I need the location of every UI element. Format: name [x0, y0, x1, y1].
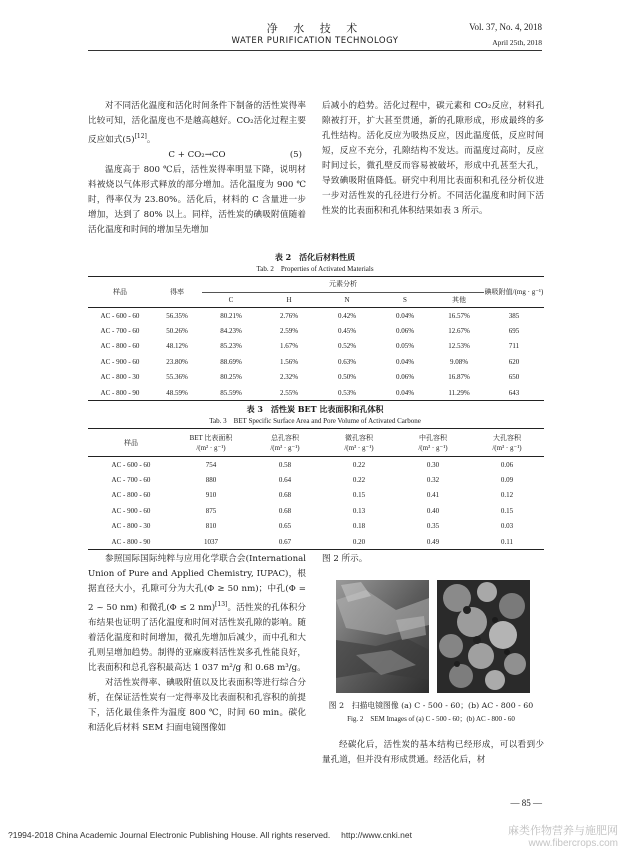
text: 。	[146, 134, 156, 145]
table2-caption-cn: 表 2 活化后材料性质	[274, 252, 356, 262]
sem-image-b	[437, 580, 530, 693]
text: 参照国际国际纯粹与应用化学联合会(International Union of Pure and Applied Chemistry, IUPAC)，根据直径大小，孔隙可分为大孔(Φ ≥ 50 nm)；中孔(Φ = 2 ~ 50 nm) 和微孔(Φ ≤ 2 nm)	[88, 554, 306, 613]
col-bet	[174, 429, 248, 457]
cell-iodine: 643	[484, 385, 544, 401]
cell-total: 0.67	[248, 534, 322, 550]
volume-info: Vol. 37, No. 4, 2018	[469, 22, 542, 32]
col-other: 其他	[434, 292, 484, 308]
header-line: /(m³ · g⁻¹)	[492, 443, 522, 452]
col-s: S	[376, 292, 434, 308]
cell-c: 88.69%	[220, 357, 242, 366]
cell-s: 0.06%	[395, 373, 415, 382]
col-macro-pore	[470, 429, 544, 457]
cell-bet: 1037	[174, 534, 248, 550]
table-row	[88, 308, 544, 324]
cell-total: 0.68	[278, 506, 292, 515]
paragraph: 经碳化后，活性炭的基本结构已经形成，可以看到少量孔道，但并没有形成贯通。经活化后，材	[322, 740, 544, 765]
cell-sample: AC - 800 - 30	[100, 373, 140, 382]
cell-sample: AC - 600 - 60	[111, 460, 151, 469]
cell-micro: 0.20	[322, 534, 396, 550]
cell-total: 0.68	[278, 491, 292, 500]
cell-bet: 875	[205, 506, 217, 515]
header-rule	[88, 50, 542, 51]
equation-text: C + CO₂→CO	[168, 149, 226, 160]
paragraph	[88, 552, 306, 676]
figure2-caption-cn: 图 2 扫描电镜图像 (a) C - 500 - 60；(b) AC - 800 - 60	[328, 701, 534, 710]
cell-iodine: 711	[508, 342, 520, 351]
table3	[88, 428, 544, 550]
table-row	[88, 323, 544, 339]
figure2-caption-en: Fig. 2 SEM Images of (a) C - 500 - 60；(b) AC - 800 - 60	[347, 715, 515, 723]
paragraph	[88, 99, 306, 148]
cell-micro: 0.13	[352, 506, 366, 515]
left-column-top	[88, 99, 306, 238]
table-header-row	[88, 277, 544, 293]
cell-macro: 0.12	[500, 491, 514, 500]
right-column-bottom	[322, 738, 544, 768]
cell-c: 84.23%	[220, 326, 242, 335]
paragraph: 温度高于 800 ℃后，活性炭得率明显下降，说明材料被烧以气体形式释放的部分增加。活化温度为 900 ℃时，得率仅为 23.80%。活化后，材料的 C 含量进一步增加，达到了 80% 以上。同样，活性炭的碘吸附值随着活化温度和时间的增加呈先增加	[88, 164, 306, 235]
header-line: 中孔容积	[419, 433, 447, 442]
cell-yield: 23.80%	[166, 357, 188, 366]
cell-n: 0.53%	[318, 385, 376, 401]
col-total-pore	[248, 429, 322, 457]
cell-c: 80.21%	[220, 311, 242, 320]
col-h: H	[260, 292, 318, 308]
cell-s: 0.05%	[395, 342, 415, 351]
cell-bet: 880	[205, 475, 217, 484]
cell-sample: AC - 800 - 60	[100, 342, 140, 351]
cell-total: 0.64	[278, 475, 292, 484]
cell-iodine: 385	[508, 311, 520, 320]
cell-macro: 0.03	[500, 522, 514, 531]
cell-c: 85.59%	[202, 385, 260, 401]
cell-sample: AC - 600 - 60	[100, 311, 140, 320]
table-row	[88, 339, 544, 355]
cell-other: 12.53%	[448, 342, 470, 351]
cell-meso: 0.49	[396, 534, 470, 550]
table-row	[88, 385, 544, 401]
header-line: 微孔容积	[345, 433, 373, 442]
cell-micro: 0.15	[352, 491, 366, 500]
table-row	[88, 457, 544, 473]
table-row	[88, 534, 544, 550]
cell-n: 0.52%	[337, 342, 357, 351]
cell-micro: 0.22	[352, 460, 366, 469]
text: 对不同活化温度和活化时间条件下制备的活性炭得率比较可知，活化温度也不是越高越好。CO₂活化过程主要反应如式(5)	[88, 101, 306, 145]
table2-caption-en: Tab. 2 Properties of Activated Materials	[256, 265, 374, 273]
cell-yield: 50.26%	[166, 326, 188, 335]
col-micro-pore	[322, 429, 396, 457]
cell-h: 2.59%	[279, 326, 299, 335]
cell-macro: 0.11	[470, 534, 544, 550]
cell-s: 0.04%	[395, 357, 415, 366]
equation-number: (5)	[289, 149, 302, 160]
cell-n: 0.42%	[337, 311, 357, 320]
sem-image-a	[336, 580, 429, 693]
col-sample: 样品	[88, 277, 152, 308]
cell-sample: AC - 900 - 60	[111, 506, 151, 515]
cell-yield: 48.59%	[152, 385, 202, 401]
col-yield: 得率	[152, 277, 202, 308]
table-row	[88, 354, 544, 370]
cell-meso: 0.41	[426, 491, 440, 500]
header-line: /(m² · g⁻¹)	[196, 443, 226, 452]
cell-sample: AC - 700 - 60	[100, 326, 140, 335]
header-line: /(m³ · g⁻¹)	[344, 443, 374, 452]
cell-yield: 55.36%	[166, 373, 188, 382]
right-column-bottom-intro	[322, 552, 544, 567]
cell-macro: 0.15	[500, 506, 514, 515]
cell-other: 12.67%	[448, 326, 470, 335]
cell-iodine: 620	[508, 357, 520, 366]
table-row	[88, 519, 544, 535]
cell-total: 0.65	[278, 522, 292, 531]
paragraph: 对活性炭得率、碘吸附值以及比表面积等进行综合分析，在保证活性炭有一定得率及比表面积和孔容积的前提下，活化最佳条件为温度 800 ℃，时间 60 min。碳化和活化后材料 SEM 扫面电镜图像如	[88, 677, 306, 733]
cell-sample: AC - 900 - 60	[100, 357, 140, 366]
col-meso-pore	[396, 429, 470, 457]
cell-sample: AC - 700 - 60	[111, 475, 151, 484]
cell-c: 80.25%	[220, 373, 242, 382]
cell-h: 1.56%	[279, 357, 299, 366]
cell-sample: AC - 800 - 90	[88, 385, 152, 401]
cell-total: 0.58	[278, 460, 292, 469]
header-line: /(m³ · g⁻¹)	[418, 443, 448, 452]
cell-h: 2.32%	[279, 373, 299, 382]
watermark-url: www.fibercrops.com	[528, 838, 618, 849]
col-c: C	[202, 292, 260, 308]
cell-h: 1.67%	[279, 342, 299, 351]
cell-yield: 48.12%	[166, 342, 188, 351]
sem-texture-b	[437, 580, 530, 693]
cell-bet: 910	[205, 491, 217, 500]
copyright-footer: ?1994-2018 China Academic Journal Electronic Publishing House. All rights reserved. http://www.cnki.net	[8, 830, 412, 840]
table-row	[88, 472, 544, 488]
table3-caption-cn: 表 3 活性炭 BET 比表面积和孔体积	[246, 404, 384, 414]
cell-n: 0.45%	[337, 326, 357, 335]
cell-other: 11.29%	[434, 385, 484, 401]
cell-n: 0.50%	[337, 373, 357, 382]
text: 。活性炭的孔体积分布结果也证明了活化温度和时间对活性炭孔隙的影响。随着活化温度和时间增加，微孔先增加后减少，而中孔和大孔则呈增加趋势。制得的亚麻废料活性炭多孔性能良好，比表面积和总孔容积最高达 1 037 m²/g 和 0.68 m³/g。	[88, 602, 306, 673]
table3-caption-en: Tab. 3 BET Specific Surface Area and Pore Volume of Activated Carbone	[209, 417, 421, 425]
left-column-bottom	[88, 552, 306, 736]
cell-other: 16.87%	[448, 373, 470, 382]
cell-sample: AC - 800 - 60	[111, 491, 151, 500]
cell-c: 85.23%	[220, 342, 242, 351]
paragraph: 图 2 所示。	[322, 554, 368, 564]
cell-n: 0.63%	[337, 357, 357, 366]
cell-meso: 0.35	[426, 522, 440, 531]
header-line: /(m³ · g⁻¹)	[270, 443, 300, 452]
col-elements: 元素分析	[202, 277, 484, 293]
col-sample: 样品	[88, 429, 174, 457]
cell-meso: 0.40	[426, 506, 440, 515]
table-row	[88, 488, 544, 504]
cell-micro: 0.18	[352, 522, 366, 531]
cell-bet: 810	[205, 522, 217, 531]
cell-macro: 0.06	[500, 460, 514, 469]
cell-iodine: 695	[508, 326, 520, 335]
right-column-top	[322, 99, 544, 219]
header-line: 大孔容积	[493, 433, 521, 442]
header-line: 总孔容积	[271, 433, 299, 442]
cell-s: 0.06%	[395, 326, 415, 335]
cell-yield: 56.35%	[166, 311, 188, 320]
journal-title-en: WATER PURIFICATION TECHNOLOGY	[231, 36, 399, 46]
cell-h: 2.76%	[279, 311, 299, 320]
citation: [13]	[215, 601, 228, 608]
cell-sample: AC - 800 - 90	[88, 534, 174, 550]
cell-other: 9.08%	[449, 357, 469, 366]
cell-s: 0.04%	[376, 385, 434, 401]
col-iodine: 碘吸附值/(mg · g⁻¹)	[484, 277, 544, 308]
equation-5	[88, 148, 306, 163]
cell-sample: AC - 800 - 30	[111, 522, 151, 531]
cell-micro: 0.22	[352, 475, 366, 484]
col-n: N	[318, 292, 376, 308]
table-header-row	[88, 429, 544, 457]
cell-other: 16.57%	[448, 311, 470, 320]
journal-title-cn: 净 水 技 术	[266, 22, 364, 35]
issue-date: April 25th, 2018	[492, 38, 542, 47]
watermark-cn: 麻类作物营养与施肥网	[508, 824, 618, 837]
paragraph: 后减小的趋势。活化过程中，碳元素和 CO₂反应，材料孔隙被打开，扩大甚至贯通，新的孔隙形成，形成最终的多孔性结构。活化反应为吸热反应，因此温度低，反应时间短，反应不充分，孔隙结构不发达。而温度过高时，反应时间过长，微孔壁反而容易被破坏，形成中孔甚至大孔，导致碘吸附值降低。研究中利用比表面积和孔径分析仪进一步对活性炭的孔径进行分析。不同活化温度和时间下活性炭的比表面积和孔体积结果如表 3 所示。	[322, 101, 544, 216]
cell-meso: 0.30	[426, 460, 440, 469]
cell-s: 0.04%	[395, 311, 415, 320]
cell-macro: 0.09	[500, 475, 514, 484]
table2	[88, 276, 544, 401]
cell-meso: 0.32	[426, 475, 440, 484]
page-number: — 85 —	[510, 798, 542, 808]
cell-h: 2.55%	[260, 385, 318, 401]
table-row	[88, 503, 544, 519]
cell-iodine: 650	[508, 373, 520, 382]
header-line: BET 比表面积	[189, 433, 233, 442]
table-row	[88, 370, 544, 386]
cell-bet: 754	[205, 460, 217, 469]
citation: [12]	[134, 133, 147, 140]
sem-texture-a	[336, 580, 429, 693]
